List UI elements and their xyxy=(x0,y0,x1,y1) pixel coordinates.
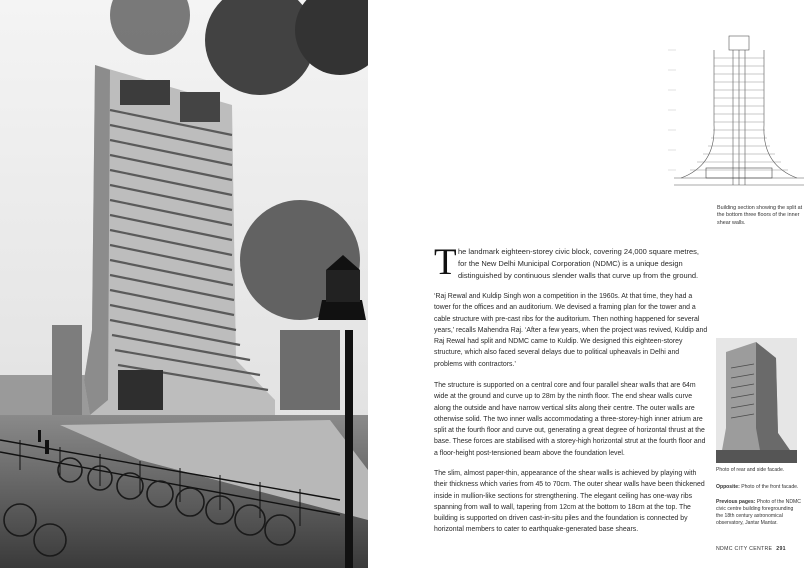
previous-label: Previous pages: xyxy=(716,499,756,505)
intro-paragraph: he landmark eighteen-storey civic block, covering 24,000 square metres, for the New Delhi Municipal Corporation (NDMC) is a unique design distinguished by continuous slender walls that curve up from the ground. xyxy=(458,247,699,281)
page-number: 291 xyxy=(776,546,786,552)
rear-facade-photo xyxy=(716,338,797,463)
drop-cap: T xyxy=(434,242,457,283)
running-footer xyxy=(716,546,786,552)
building-section-drawing xyxy=(666,30,806,190)
footer-title: NDMC CITY CENTRE xyxy=(716,546,773,552)
body-paragraph: The structure is supported on a central core and four parallel shear walls that are 64m wide at the ground and curve up to 28m by the ninth floor. The end shear walls curve along the outside and have narrow vertical slits along their centre. The outer walls are otherwise solid. The two inner walls accommodating a three-storey-high inner atrium are split at the fourth floor and curve out, generating a great degree of horizontal thrust at the base. These forces are stabilised with a storey-high horizontal strut at the fourth floor and a floor-height post-tensioned beam above the foundation level. xyxy=(434,382,706,457)
previous-pages-caption xyxy=(716,499,801,527)
tower-photo xyxy=(0,0,368,568)
opposite-text: Photo of the front facade. xyxy=(739,484,799,490)
body-paragraph: ‘Raj Rewal and Kuldip Singh won a competition in the 1960s. At that time, they had a tower for the offices and an auditorium. We devised a framing plan for the tower and a cable structure with pre-cast ribs for the auditorium. Then nothing happened for several years,’ recalls Mahendra Raj. ‘After a few years, when the project was revived, Kuldip and Raj Rewal had split and NDMC came to Kuldip. We designed this eighteen-storey structure, which also faced several delays due to political upheavals in Delhi and problems with contractors.’ xyxy=(434,293,708,368)
body-paragraph: The slim, almost paper-thin, appearance of the shear walls is achieved by playing with their thickness which varies from 45 to 70cm. The outer shear walls have been thickened inside in mullion-like sections for strengthening. The elegant ceiling has one-way ribs spanning from wall to wall, tapering from 12cm at the bottom to 18cm at the top. The building is supported on driven cast-in-situ piles and the foundation is connected by horizontal members to cater to earthquake-generated base shears. xyxy=(434,470,705,534)
opposite-caption xyxy=(716,484,801,491)
opposite-label: Opposite: xyxy=(716,484,740,490)
thumb-caption: Photo of rear and side facade. xyxy=(716,467,785,473)
previous-text: Photo of the NDMC civic centre building foregrounding the 18th century astronomical observatory, Jantar Mantar. xyxy=(716,499,801,526)
section-caption: Building section showing the split at the bottom three floors of the inner shear walls. xyxy=(717,205,803,226)
